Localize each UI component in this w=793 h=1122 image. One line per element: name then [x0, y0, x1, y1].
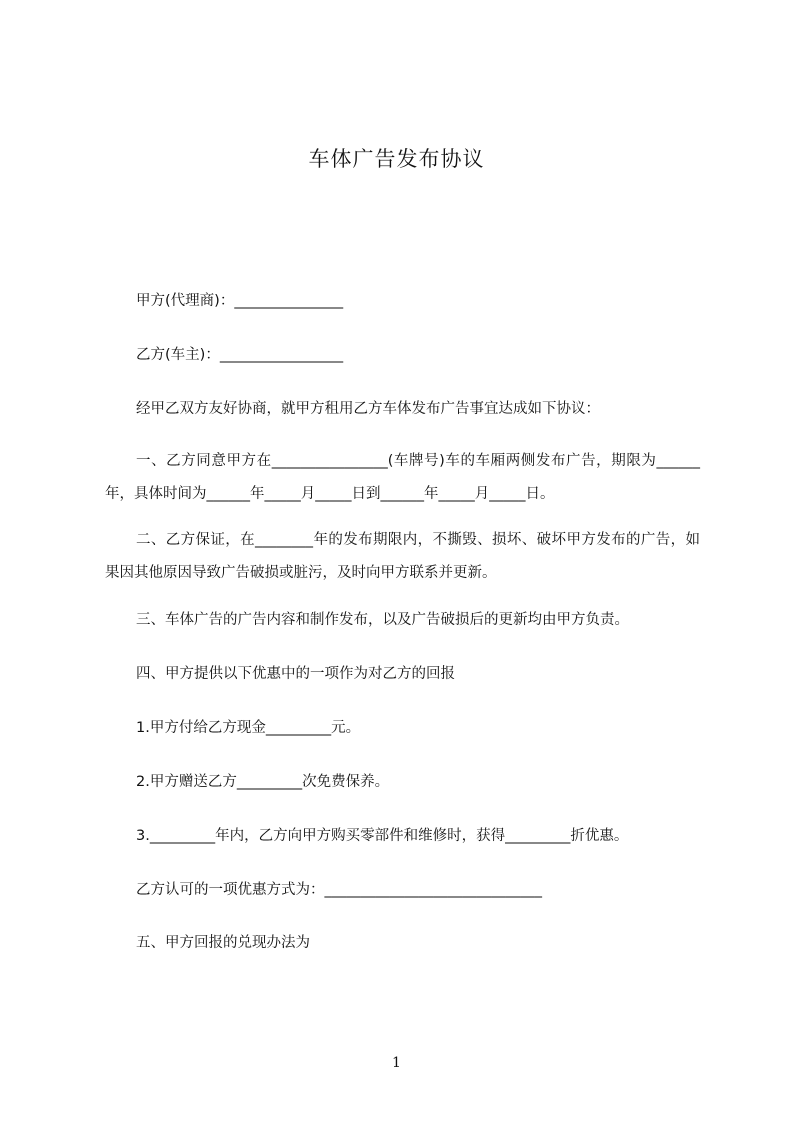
clause-5-heading: 五、甲方回报的兑现办法为: [136, 935, 310, 951]
offer-item-2: 2.甲方赠送乙方_________次免费保养。: [136, 774, 390, 790]
page-number: 1: [392, 1055, 401, 1071]
clause-1-paragraph: 一、乙方同意甲方在________________(车牌号)车的车厢两侧发布广告，期限为______年，具体时间为______年_____月_____日到______年_____月_____日。: [105, 453, 700, 502]
party-b-line: 乙方(车主)：_________________: [136, 347, 344, 363]
offer-item-1: 1.甲方付给乙方现金_________元。: [136, 720, 361, 736]
party-a-line: 甲方(代理商)：_______________: [136, 293, 344, 309]
clause-2-paragraph: 二、乙方保证，在________年的发布期限内，不撕毁、损坏、破坏甲方发布的广告，如果因其他原因导致广告破损或脏污，及时向甲方联系并更新。: [105, 532, 700, 581]
intro-paragraph: 经甲乙双方友好协商，就甲方租用乙方车体发布广告事宜达成如下协议：: [136, 401, 600, 417]
clause-4-heading: 四、甲方提供以下优惠中的一项作为对乙方的回报: [136, 666, 455, 682]
clause-3-paragraph: 三、车体广告的广告内容和制作发布，以及广告破损后的更新均由甲方负责。: [136, 612, 629, 628]
document-title: 车体广告发布协议: [308, 147, 485, 171]
chosen-offer-line: 乙方认可的一项优惠方式为：______________________________: [136, 882, 542, 898]
offer-item-3: 3._________年内，乙方向甲方购买零部件和维修时，获得_________折优惠。: [136, 828, 629, 844]
